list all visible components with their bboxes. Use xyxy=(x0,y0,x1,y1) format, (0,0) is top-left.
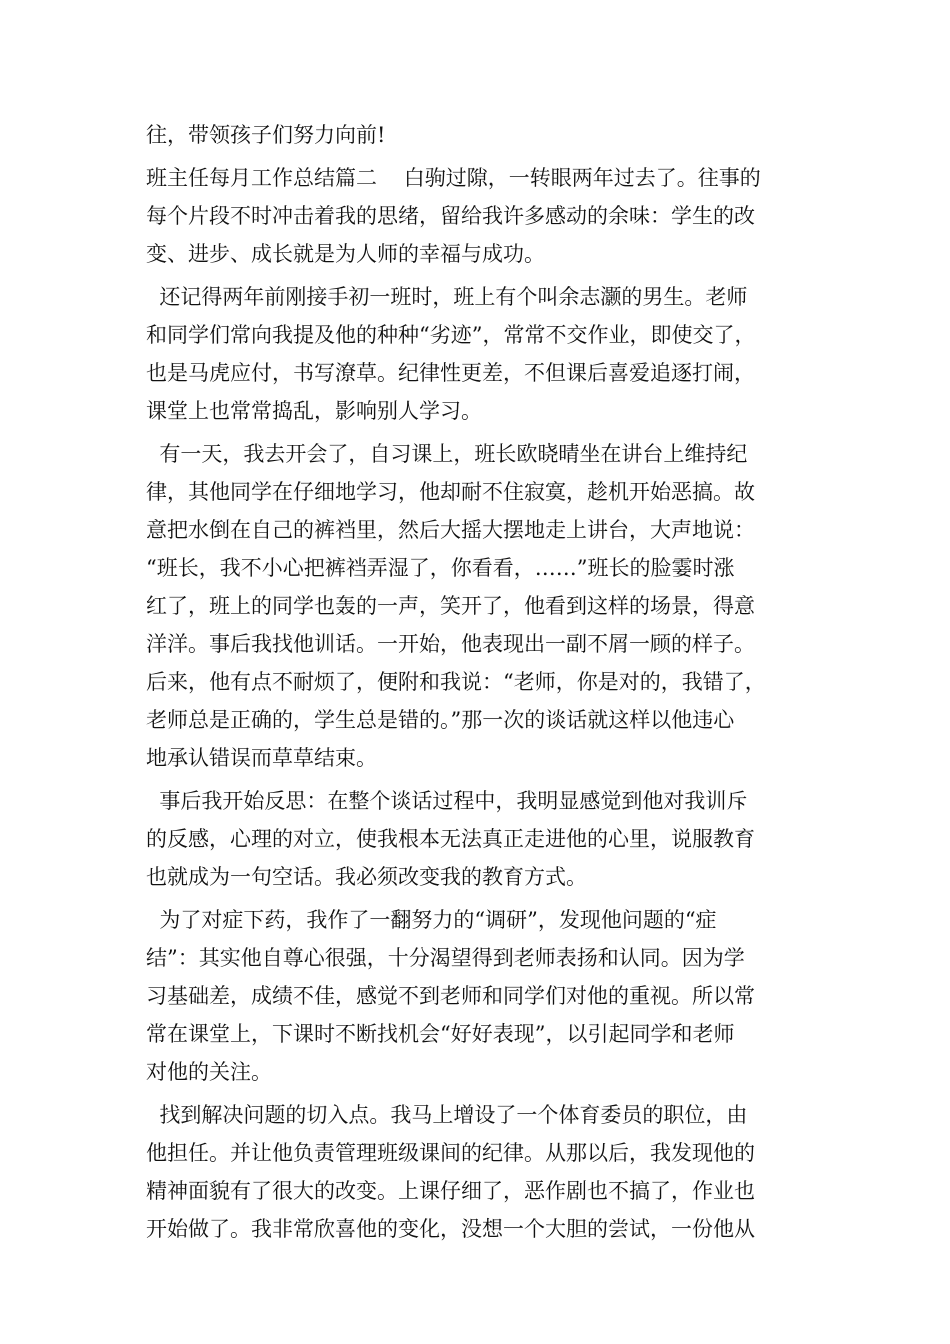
paragraph xyxy=(146,159,826,273)
text-line: 和同学们常向我提及他的种种“劣迹”，常常不交作业，即使交了， xyxy=(146,323,756,347)
text-line: 后来，他有点不耐烦了，便附和我说：“老师，你是对的，我错了， xyxy=(146,670,766,694)
text-line: 找到解决问题的切入点。我马上增设了一个体育委员的职位，由 xyxy=(146,1103,748,1127)
text-line: 往，带领孩子们努力向前! xyxy=(146,123,386,147)
text-line: 开始做了。我非常欣喜他的变化，没想一个大胆的尝试，一份他从 xyxy=(146,1217,755,1241)
paragraph xyxy=(146,1096,826,1248)
paragraph xyxy=(146,116,826,154)
paragraph xyxy=(146,782,826,896)
text-line: 意把水倒在自己的裤裆里，然后大摇大摆地走上讲台，大声地说： xyxy=(146,518,755,542)
paragraph xyxy=(146,901,826,1091)
text-line: 习基础差，成绩不佳，感觉不到老师和同学们对他的重视。所以常 xyxy=(146,984,755,1008)
text-line: 常在课堂上，下课时不断找机会“好好表现”，以引起同学和老师 xyxy=(146,1022,735,1046)
text-line: 结”：其实他自尊心很强，十分渴望得到老师表扬和认同。因为学 xyxy=(146,946,745,970)
text-line: 他担任。并让他负责管理班级课间的纪律。从那以后，我发现他的 xyxy=(146,1141,755,1165)
text-line: 对他的关注。 xyxy=(146,1060,272,1084)
text-line: 有一天，我去开会了，自习课上，班长欧晓晴坐在讲台上维持纪 xyxy=(146,442,748,466)
text-line: 律，其他同学在仔细地学习，他却耐不住寂寞，趁机开始恶搞。故 xyxy=(146,480,755,504)
text-line: 课堂上也常常捣乱，影响别人学习。 xyxy=(146,399,482,423)
text-line: 每个片段不时冲击着我的思绪，留给我许多感动的余味：学生的改 xyxy=(146,204,755,228)
text-line: 地承认错误而草草结束。 xyxy=(146,746,377,770)
text-line: 精神面貌有了很大的改变。上课仔细了，恶作剧也不搞了，作业也 xyxy=(146,1179,755,1203)
text-line: 为了对症下药，我作了一翻努力的“调研”，发现他问题的“症 xyxy=(146,908,717,932)
text-line: 事后我开始反思：在整个谈话过程中，我明显感觉到他对我训斥 xyxy=(146,789,748,813)
text-line: 红了，班上的同学也轰的一声，笑开了，他看到这样的场景，得意 xyxy=(146,594,755,618)
paragraph xyxy=(146,435,826,777)
text-line: 也是马虎应付，书写潦草。纪律性更差，不但课后喜爱追逐打闹， xyxy=(146,361,755,385)
text-line: 班主任每月工作总结篇二 白驹过隙，一转眼两年过去了。往事的 xyxy=(146,166,761,190)
paragraph xyxy=(146,278,826,430)
text-line: 的反感，心理的对立，使我根本无法真正走进他的心里，说服教育 xyxy=(146,827,755,851)
text-line: 洋洋。事后我找他训话。一开始，他表现出一副不屑一顾的样子。 xyxy=(146,632,755,656)
text-line: “班长，我不小心把裤裆弄湿了，你看看，……”班长的脸霎时涨 xyxy=(146,556,735,580)
document-body xyxy=(146,116,826,1248)
text-line: 也就成为一句空话。我必须改变我的教育方式。 xyxy=(146,865,587,889)
text-line: 变、进步、成长就是为人师的幸福与成功。 xyxy=(146,242,545,266)
text-line: 还记得两年前刚接手初一班时，班上有个叫余志灏的男生。老师 xyxy=(146,285,748,309)
text-line: 老师总是正确的，学生总是错的。”那一次的谈话就这样以他违心 xyxy=(146,708,735,732)
